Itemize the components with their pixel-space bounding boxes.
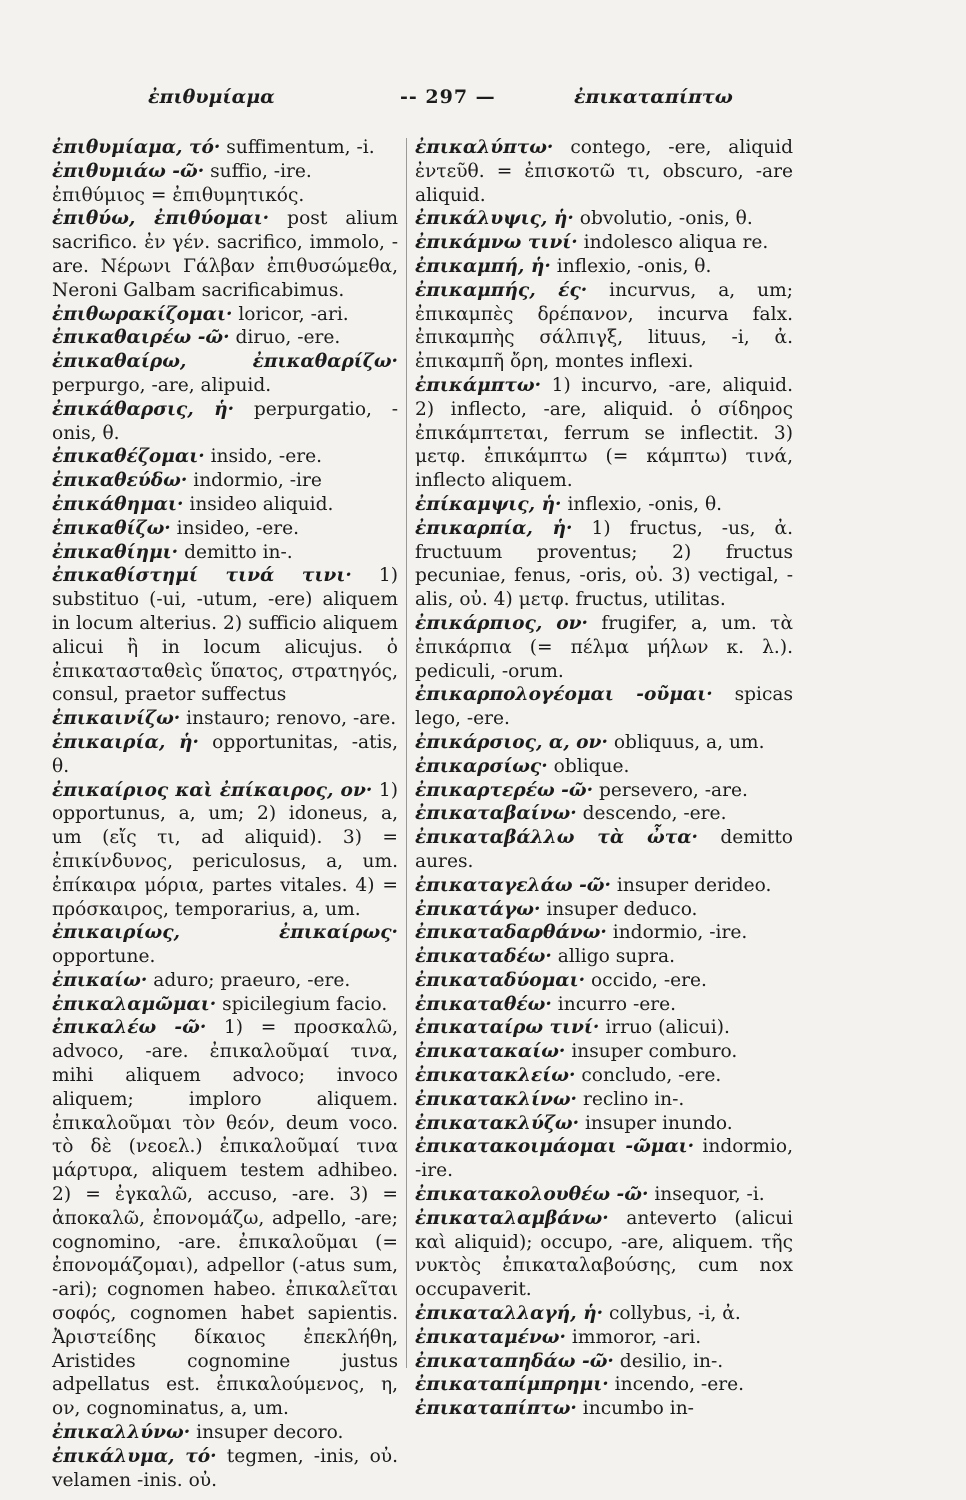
headword: ἐπικάρπιος, ον· [415,612,589,634]
dictionary-entry: ἐπικάμπτω· 1) incurvo, -are, aliquid. 2) inflecto, -are, aliquid. ὁ σίδηρος ἐπικάμπτεται, ferrum se inflectit. 3) μετφ. ἐπικάμπτω (= κάμπτω) τινά, inflecto aliquem. [415,374,793,492]
headword: ἐπικαλλύνω· [52,1422,191,1444]
dictionary-entry: ἐπίκαμψις, ἡ· inflexio, -onis, θ. [415,493,723,515]
dictionary-entry: ἐπικαμπή, ἡ· inflexio, -onis, θ. [415,255,712,277]
dictionary-entry: ἐπικάρπιος, ον· frugifer, a, um. τὰ ἐπικάρπια (= πέλμα μήλων κ. λ.). pediculi, -orum. [415,612,793,682]
dictionary-entry: ἐπικαταδύομαι· occido, -ere. [415,969,707,991]
left-column [52,136,398,1492]
dictionary-entry: ἐπικατακαίω· insuper comburo. [415,1041,738,1063]
dictionary-entry: ἐπικαρπία, ἡ· 1) fructus, -us, ἀ. fructuum proventus; 2) fructus pecuniae, fenus, -oris, οὐ. 3) vectigal, -alis, οὐ. 4) μετφ. fructus, utilitas. [415,517,794,611]
headword: ἐπικαλέω -ῶ· [52,1017,207,1039]
headword: ἐπικαρπία, ἡ· [415,517,573,539]
headword: ἐπικαλαμῶμαι· [52,993,217,1015]
headword: ἐπικαμπή, ἡ· [415,255,551,277]
headword: ἐπικαρτερέω -ῶ· [415,779,594,801]
dictionary-entry: ἐπικάμνω τινί· indolesco aliqua re. [415,232,769,254]
headword: ἐπικαταδαρθάνω· [415,922,607,944]
dictionary-entry: ἐπιθύω, ἐπιθύομαι· post alium sacrifico. ἐν γέν. sacrifico, immolo, -are. Νέρωνι Γάλβαν ἐπιθυσώμεθα, Neroni Galbam sacrificabimus. [52,208,398,301]
dictionary-entry: ἐπικατακλείω· concludo, -ere. [415,1065,722,1087]
headword: ἐπικαταβαίνω· [415,803,577,825]
dictionary-entry: ἐπικαινίζω· instauro; renovo, -are. [52,708,397,730]
dictionary-entry: ἐπικαρπολογέομαι -οῦμαι· spicas lego, -ere. [415,684,793,730]
dictionary-entry: ἐπικαταλαμβάνω· anteverto (alicui καὶ aliquid); occupo, -are, aliquem. τῆς νυκτὸς ἐπικαταλαβούσης, cum nox occupaverit. [415,1207,793,1301]
headword: ἐπικαιρία, ἡ· [52,731,199,753]
headword: ἐπιθύω, ἐπιθύομαι· [52,208,270,230]
dictionary-entry: ἐπικαθέζομαι· insido, -ere. [52,446,322,468]
dictionary-entry: ἐπικαταπίμπρημι· incendo, -ere. [415,1374,744,1396]
dictionary-entry: ἐπικάλυψις, ἡ· obvolutio, -onis, θ. [415,208,753,230]
dictionary-entry: ἐπιθυμιάω -ῶ· suffio, -ire. [52,160,312,182]
headword: ἐπικαμπής, ές· [415,279,588,301]
dictionary-entry: ἐπικαθίστημί τινά τινι· 1) substituo (-ui, -utum, -ere) aliquem in locum alterius. 2) sufficio aliquem alicui ἢ in locum alicujus. ὁ ἐπικατασταθεὶς ὕπατος, στρατηγός, consul, praetor suffectus [52,565,398,706]
headword: ἐπικαρπολογέομαι -οῦμαι· [415,684,713,706]
headword: ἐπικαθαίρω, ἐπικαθαρίζω· [52,351,398,373]
dictionary-entry: ἐπικαταδέω· alligo supra. [415,946,676,968]
headword: ἐπικατακολουθέω -ῶ· [415,1184,649,1206]
headword: ἐπικαθεύδω· [52,470,188,492]
headword: ἐπιθυμιάω -ῶ· [52,160,205,182]
headword: ἐπικαρσίως· [415,755,548,777]
dictionary-entry: ἐπικαρσίως· oblique. [415,755,630,777]
dictionary-entry: ἐπικαταλλαγή, ἡ· collybus, -i, ἀ. [415,1303,741,1325]
headword: ἐπικαίριος καὶ ἐπίκαιρος, ον· [52,779,373,801]
header-left-guide-word: ἐπιθυμίαμα [148,86,275,108]
dictionary-entry: ἐπικαταπηδάω -ῶ· desilio, in-. [415,1350,724,1372]
dictionary-entry: ἐπικαθεύδω· indormio, -ire [52,470,322,492]
headword: ἐπικαθέζομαι· [52,446,205,468]
headword: ἐπικαθαιρέω -ῶ· [52,327,230,349]
headword: ἐπίκαμψις, ἡ· [415,493,562,515]
headword: ἐπικαταδύομαι· [415,969,586,991]
headword: ἐπικατακοιμάομαι -ῶμαι· [415,1136,695,1158]
dictionary-entry: ἐπιθύμιος = ἐπιθυμητικός. [52,184,305,206]
dictionary-entry: ἐπικαταίρω τινί· irruo (alicui). [415,1017,730,1039]
header-right-guide-word: ἐπικαταπίπτω [574,86,733,108]
dictionary-entry: ἐπικαλλύνω· insuper decoro. [52,1422,344,1444]
headword: ἐπικαταθέω· [415,993,552,1015]
dictionary-entry: ἐπικάλυμα, τό· tegmen, -inis, οὐ. velamen -inis. οὐ. [52,1445,398,1491]
headword: ἐπικαινίζω· [52,708,181,730]
column-divider [406,138,407,1368]
headword: ἐπικατάγω· [415,898,541,920]
dictionary-entry: ἐπικατακοιμάομαι -ῶμαι· indormio, -ire. [415,1136,793,1182]
headword: ἐπικατακαίω· [415,1041,566,1063]
dictionary-entry: ἐπικαλαμῶμαι· spicilegium facio. [52,993,388,1015]
dictionary-entry: ἐπικαμπής, ές· incurvus, a, um; ἐπικαμπὲς δρέπανον, incurva falx. ἐπικαμπὴς σάλπιγξ, lituus, -i, ἀ. ἐπικαμπῆ ὄρη, montes inflexi. [415,279,793,373]
headword: ἐπικαίω· [52,969,148,991]
headword: ἐπικαθίστημί τινά τινι· [52,565,352,587]
dictionary-entry: ἐπικαταμένω· immoror, -ari. [415,1326,702,1348]
dictionary-entry: ἐπικαταγελάω -ῶ· insuper derideo. [415,874,772,896]
headword: ἐπικάθημαι· [52,493,184,515]
dictionary-entry: ἐπικατακολουθέω -ῶ· insequor, -i. [415,1184,765,1206]
page-number: -- 297 — [400,86,496,108]
dictionary-entry: ἐπικαταθέω· incurro -ere. [415,993,677,1015]
headword: ἐπικαιρίως, ἐπικαίρως· [52,922,398,944]
headword: ἐπιθυμίαμα, τό· [52,137,221,158]
headword: ἐπικαθίζω· [52,517,171,539]
headword: ἐπικάμπτω· [415,374,542,396]
dictionary-entry: ἐπικαθαιρέω -ῶ· diruo, -ere. [52,327,341,349]
dictionary-entry: ἐπικαιρία, ἡ· opportunitas, -atis, θ. [52,731,398,777]
headword: ἐπικατακλύζω· [415,1112,580,1134]
headword: ἐπικάλυψις, ἡ· [415,208,574,230]
dictionary-entry: ἐπικαταβάλλω τὰ ὦτα· demitto aures. [415,827,793,872]
dictionary-entry: ἐπικαθαίρω, ἐπικαθαρίζω· perpurgo, -are, alipuid. [52,351,398,396]
dictionary-entry: ἐπικατακλίνω· reclino in-. [415,1088,685,1110]
dictionary-entry: ἐπικαθίζω· insideo, -ere. [52,517,300,539]
headword: ἐπικαταλαμβάνω· [415,1207,609,1229]
dictionary-entry: ἐπικαθίημι· demitto in-. [52,541,293,563]
headword: ἐπικαταπίπτω· [415,1398,577,1420]
dictionary-entry: ἐπικαίριος καὶ ἐπίκαιρος, ον· 1) opportunus, a, um; 2) idoneus, a, um (εἴς τι, ad aliquid). 3) = ἐπικίνδυνος, periculosus, a, um. ἐπίκαιρα μόρια, partes vitales. 4) = πρόσκαιρος, temporarius, a, um. [52,779,398,920]
dictionary-entry: ἐπικαταδαρθάνω· indormio, -ire. [415,922,748,944]
dictionary-entry: ἐπικάθημαι· insideo aliquid. [52,493,334,515]
headword: ἐπικάμνω τινί· [415,232,578,254]
right-column [415,136,793,1421]
headword: ἐπιθωρακίζομαι· [52,303,233,325]
page-header [60,86,886,120]
headword: ἐπικαταδέω· [415,946,552,968]
dictionary-entry: ἐπιθωρακίζομαι· loricor, -ari. [52,303,349,325]
dictionary-entry: ἐπικαλύπτω· contego, -ere, aliquid ἐντεῦθ. = ἐπισκοτῶ τι, obscuro, -are aliquid. [415,137,793,206]
headword: ἐπικατακλίνω· [415,1088,578,1110]
headword: ἐπικαταμένω· [415,1326,566,1348]
headword: ἐπικαταλλαγή, ἡ· [415,1303,604,1325]
dictionary-entry: ἐπιθυμίαμα, τό· suffimentum, -i. [52,137,375,158]
dictionary-entry: ἐπικαταβαίνω· descendo, -ere. [415,803,727,825]
dictionary-entry: ἐπικατάγω· insuper deduco. [415,898,698,920]
headword: ἐπικαταπίμπρημι· [415,1374,609,1396]
headword: ἐπικαταίρω τινί· [415,1017,600,1039]
dictionary-entry: ἐπικάρσιος, α, ον· obliquus, a, um. [415,731,765,753]
dictionary-entry: ἐπικαρτερέω -ῶ· persevero, -are. [415,779,748,801]
dictionary-entry: ἐπικαιρίως, ἐπικαίρως· opportune. [52,922,398,968]
headword: ἐπικατακλείω· [415,1065,576,1087]
headword: ἐπικάλυμα, τό· [52,1445,217,1467]
headword: ἐπικάρσιος, α, ον· [415,731,608,753]
dictionary-entry: ἐπικάθαρσις, ἡ· perpurgatio, -onis, θ. [52,398,398,444]
headword: ἐπικαταβάλλω τὰ ὦτα· [415,827,699,849]
headword: ἐπικαθίημι· [52,541,179,563]
headword: ἐπικάθαρσις, ἡ· [52,398,235,420]
dictionary-entry: ἐπικαταπίπτω· incumbo in- [415,1398,694,1420]
headword: ἐπικαταπηδάω -ῶ· [415,1350,614,1372]
headword: ἐπικαλύπτω· [415,137,554,158]
headword: ἐπικαταγελάω -ῶ· [415,874,611,896]
dictionary-entry: ἐπικαλέω -ῶ· 1) = προσκαλῶ, advoco, -are. ἐπικαλοῦμαί τινα, mihi aliquem advoco; invoco aliquem; imploro aliquem. ἐπικαλοῦμαι τὸν θεόν, deum voco. τὸ δὲ (νεοελ.) ἐπικαλοῦμαί τινα μάρτυρα, aliquem testem adhibeo. 2) = ἐγκαλῶ, accuso, -are. 3) = ἀποκαλῶ, ἐπονομάζω, adpello, -are; cognomino, -are. ἐπικαλοῦμαι (= ἐπονομάζομαι), adpellor (-atus sum, -ari); cognomen habeo. ἐπικαλεῖται σοφός, cognomen habet sapientis. Ἀριστείδης δίκαιος ἐπεκλήθη, Aristides cognomine justus adpellatus est. ἐπικαλούμενος, η, ον, cognominatus, a, um. [52,1017,398,1420]
dictionary-entry: ἐπικατακλύζω· insuper inundo. [415,1112,733,1134]
dictionary-entry: ἐπικαίω· aduro; praeuro, -ere. [52,969,351,991]
